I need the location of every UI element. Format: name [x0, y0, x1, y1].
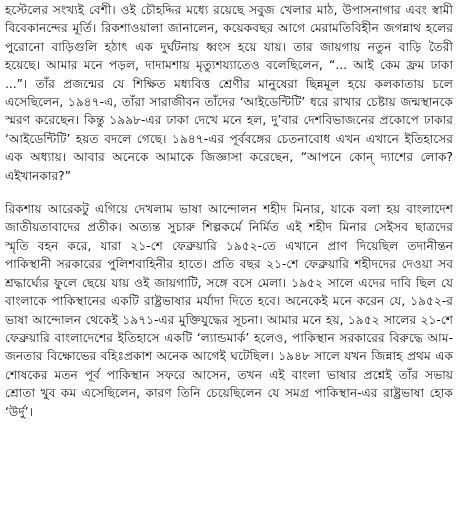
paragraph-jagannath-hall: হস্টেলের সংখ্যই বেশী। ওই চৌহদ্দির মধ্যে রয়েছে সবুজ খেলার মাঠ, উপাসনাগার এবং স্বামী বিবেকানন্দের মূর্তি। রিকশাওয়ালা জানালেন, কয়েকবছর আগে মেরামতিবিহীন জগন্নাথ হলের পুরোনো বাড়িগুলি হঠাৎ এক দুর্ঘটনায় ধ্বংস হয়ে যায়। তার জায়গায় নতুন বাড়ি তৈরী হয়েছে। আমার মনে পড়ল, দাদামশায় মৃত্যুশয্যাতেও বলেছিলেন, “... আই কেম ফ্রম ঢাকা ...”। তাঁর প্রজন্মের যে শিক্ষিত মধ্যবিত্ত শ্রেণীর মানুষেরা ছিন্নমূল হয়ে কলকাতায় চলে এসেছিলেন, ১৯৪৭-এ, তাঁরা সারাজীবন তাঁদের ‘আইডেন্টিটি’ ধরে রাখার চেষ্টায় জন্মস্থানকে স্মরণ করেছেন। কিন্তু ১৯৯৮-এর ঢাকা দেখে মনে হল, দু’বার দেশবিভাজনের প্রকোপে ঢাকার ‘আইডেন্টিটি’ হয়ত বদলে গেছে। ১৯৪৭-এর পূর্ববঙ্গের চেতনাবোধ এখন এখানে ইতিহাসের এক অধ্যায়। আবার অনেকে আমাকে জিজ্ঞাসা করেছেন, “আপনে কোন্ দ্যাশের লোক? এইখানকার?”: [5, 3, 453, 183]
paragraph-divider: [5, 185, 453, 200]
paragraph-shaheed-minar: রিকশায় আরেকটু এগিয়ে দেখলাম ভাষা আন্দোলন শহীদ মিনার, যাকে বলা হয় বাংলাদেশ জাতীয়তাবাদের প্রতীক। অত্যন্ত সুচারু শিল্পকর্মে নির্মিত এই শহীদ মিনার সেইসব ছাত্রদের স্মৃতি বহন করে, যারা ২১-শে ফেব্রুয়ারি ১৯৫২-তে এখানে প্রাণ দিয়েছিল তদানীন্তন পাকিস্থানী সরকারের পুলিশবাহিনীর হাতে। প্রতি বছর ২১-শে ফেব্রুয়ারি শহীদদের দেওয়া সব শ্রদ্ধার্ঘ্যের ফুলে ছেয়ে যায় ওই জায়গাটি, সঙ্গে বসে মেলা। ১৯৫২ সালে এদের দাবি ছিল যে বাংলাকে পাকিস্থানের একটি রাষ্ট্রভাষার মর্যাদা দিতে হবে। অনেকেই মনে করেন যে, ১৯৫২-র ভাষা আন্দোলন থেকেই ১৯৭১-এর মুক্তিযুদ্ধের সূচনা। আমার মনে হয়, ১৯৫২ সালের ২১-শে ফেব্রুয়ারি বাংলাদেশের ইতিহাসে একটি ‘ল্যান্ডমার্ক’ হলেও, পাকিস্থান সরকারের বিরুদ্ধে আম-জনতার বিক্ষোভের বহিঃপ্রকাশ অনেক আগেই ঘটেছিল। ১৯৪৮ সালে যখন জিন্নাহ প্রথম এক শোষকের মতন পূর্ব পাকিস্থান সফরে আসেন, তখন এই বাংলা ভাষার প্রশ্নেই তাঁর সভায় শ্রোতা খুব কম এসেছিলেন, কারণ তিনি চেয়েছিলেন যে সমগ্র পাকিস্থান-এর রাষ্ট্রভাষা হোক ‘উর্দু’।: [5, 202, 453, 419]
